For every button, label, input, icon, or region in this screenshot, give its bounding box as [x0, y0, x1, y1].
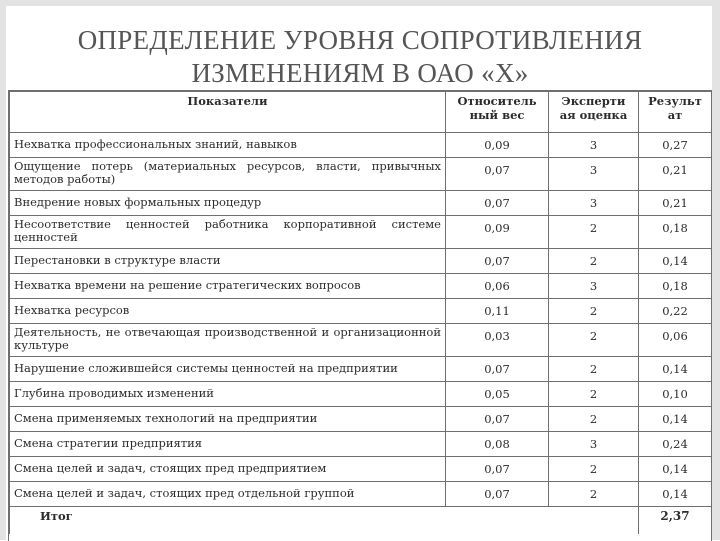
expert-cell: 2 [549, 216, 639, 249]
result-cell: 0,18 [639, 216, 712, 249]
table-row [10, 158, 712, 191]
header-weight: Относитель ный вес [446, 92, 549, 133]
indicator-cell: Смена применяемых технологий на предприятии [10, 407, 446, 432]
title-line-2: ИЗМЕНЕНИЯМ В ОАО «Х» [191, 58, 529, 88]
table-row [10, 482, 712, 507]
total-value: 2,37 [639, 507, 712, 535]
weight-cell: 0,06 [446, 274, 549, 299]
total-row [10, 507, 712, 535]
header-result: Результ ат [639, 92, 712, 133]
weight-cell: 0,07 [446, 158, 549, 191]
weight-cell: 0,09 [446, 133, 549, 158]
page-title [20, 24, 700, 90]
expert-cell: 2 [549, 299, 639, 324]
result-cell: 0,06 [639, 324, 712, 357]
expert-cell: 2 [549, 407, 639, 432]
weight-cell: 0,07 [446, 191, 549, 216]
indicator-cell: Нехватка ресурсов [10, 299, 446, 324]
table-row [10, 382, 712, 407]
indicator-cell: Внедрение новых формальных процедур [10, 191, 446, 216]
result-cell: 0,14 [639, 357, 712, 382]
table-row [10, 432, 712, 457]
weight-cell: 0,07 [446, 407, 549, 432]
resistance-table [9, 91, 712, 534]
result-cell: 0,10 [639, 382, 712, 407]
expert-cell: 2 [549, 382, 639, 407]
weight-cell: 0,09 [446, 216, 549, 249]
result-cell: 0,21 [639, 158, 712, 191]
result-cell: 0,21 [639, 191, 712, 216]
indicator-cell: Глубина проводимых изменений [10, 382, 446, 407]
expert-cell: 2 [549, 357, 639, 382]
indicator-cell: Деятельность, не отвечающая производственной и организационной культуре [10, 324, 446, 357]
header-indicator: Показатели [10, 92, 446, 133]
result-cell: 0,14 [639, 249, 712, 274]
table-row [10, 357, 712, 382]
weight-cell: 0,07 [446, 457, 549, 482]
weight-cell: 0,07 [446, 357, 549, 382]
indicator-cell: Перестановки в структуре власти [10, 249, 446, 274]
result-cell: 0,24 [639, 432, 712, 457]
result-cell: 0,27 [639, 133, 712, 158]
indicator-cell: Несоответствие ценностей работника корпоративной системе ценностей [10, 216, 446, 249]
expert-cell: 2 [549, 482, 639, 507]
table-row [10, 457, 712, 482]
table-row [10, 216, 712, 249]
expert-cell: 2 [549, 249, 639, 274]
indicator-cell: Нехватка времени на решение стратегических вопросов [10, 274, 446, 299]
weight-cell: 0,07 [446, 482, 549, 507]
indicator-cell: Смена целей и задач, стоящих пред отдельной группой [10, 482, 446, 507]
table-row [10, 133, 712, 158]
result-cell: 0,14 [639, 407, 712, 432]
table-row [10, 249, 712, 274]
expert-cell: 3 [549, 158, 639, 191]
weight-cell: 0,08 [446, 432, 549, 457]
expert-cell: 2 [549, 324, 639, 357]
weight-cell: 0,11 [446, 299, 549, 324]
weight-cell: 0,07 [446, 249, 549, 274]
result-cell: 0,14 [639, 457, 712, 482]
total-label: Итог [10, 507, 639, 535]
title-line-1: ОПРЕДЕЛЕНИЕ УРОВНЯ СОПРОТИВЛЕНИЯ [77, 25, 643, 55]
table-header-row [10, 92, 712, 133]
expert-cell: 3 [549, 191, 639, 216]
indicator-cell: Смена стратегии предприятия [10, 432, 446, 457]
indicator-cell: Ощущение потерь (материальных ресурсов, власти, привычных методов работы) [10, 158, 446, 191]
indicator-cell: Нехватка профессиональных знаний, навыков [10, 133, 446, 158]
table-row [10, 299, 712, 324]
expert-cell: 3 [549, 274, 639, 299]
table-row [10, 274, 712, 299]
table-row [10, 324, 712, 357]
header-expert: Эксперти ая оценка [549, 92, 639, 133]
resistance-table-container [8, 90, 712, 541]
weight-cell: 0,03 [446, 324, 549, 357]
indicator-cell: Нарушение сложившейся системы ценностей на предприятии [10, 357, 446, 382]
result-cell: 0,14 [639, 482, 712, 507]
table-row [10, 407, 712, 432]
result-cell: 0,18 [639, 274, 712, 299]
indicator-cell: Смена целей и задач, стоящих пред предприятием [10, 457, 446, 482]
result-cell: 0,22 [639, 299, 712, 324]
expert-cell: 2 [549, 457, 639, 482]
expert-cell: 3 [549, 133, 639, 158]
table-row [10, 191, 712, 216]
expert-cell: 3 [549, 432, 639, 457]
weight-cell: 0,05 [446, 382, 549, 407]
